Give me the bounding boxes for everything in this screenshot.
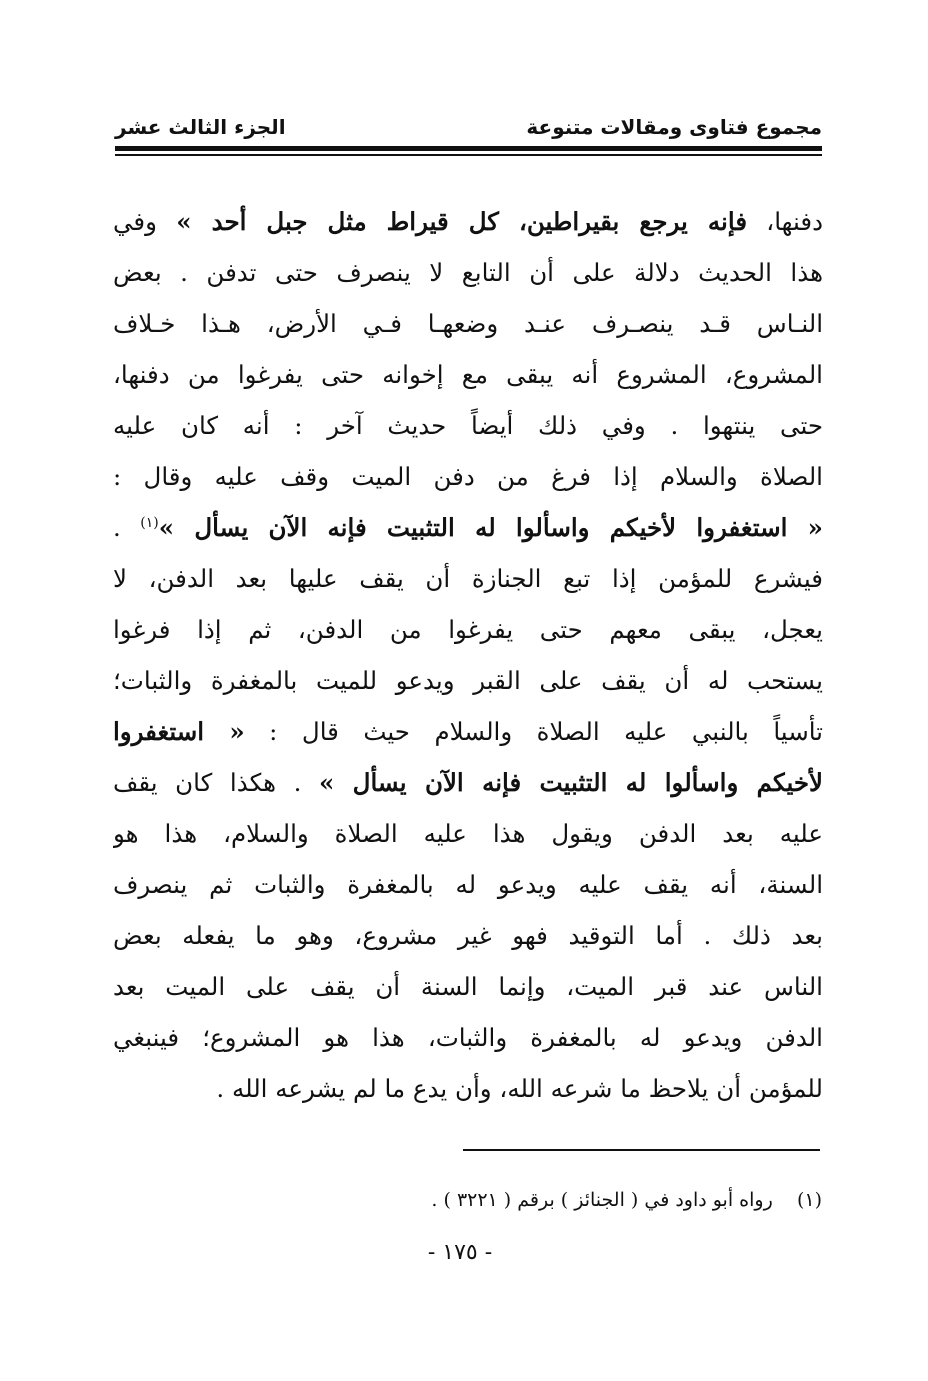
volume-label: الجزء الثالث عشر bbox=[115, 115, 286, 139]
body-line: الناس عند قبر الميت، وإنما السنة أن يقف على الميت بعد bbox=[113, 972, 823, 1001]
body-line: النـاس قـد ينصـرف عنـد وضعهـا فـي الأرض، هـذا خـلاف bbox=[113, 309, 823, 338]
header-rule-thin bbox=[115, 154, 822, 156]
book-title: مجموع فتاوى ومقالات متنوعة bbox=[526, 115, 822, 139]
footnote-text: رواه أبو داود في ( الجنائز ) برقم ( ٣٢٢١ ) . bbox=[431, 1189, 773, 1211]
body-line: دفنها، فإنه يرجع بقيراطين، كل قيراط مثل جبل أحد » وفي bbox=[113, 207, 823, 236]
body-text bbox=[113, 196, 823, 1114]
body-line: بعد ذلك . أما التوقيد فهو غير مشروع، وهو ما يفعله بعض bbox=[113, 921, 823, 950]
body-line: « استغفروا لأخيكم واسألوا له التثبيت فإنه الآن يسأل »$^{(١)}$ . bbox=[113, 513, 823, 542]
body-line: فيشرع للمؤمن إذا تبع الجنازة أن يقف عليها بعد الدفن، لا bbox=[113, 564, 823, 593]
body-line: للمؤمن أن يلاحظ ما شرعه الله، وأن يدع ما لم يشرعه الله . bbox=[216, 1074, 823, 1103]
header-rule-thick bbox=[115, 146, 822, 151]
page-header bbox=[115, 113, 822, 143]
body-line: يستحب له أن يقف على القبر ويدعو للميت بالمغفرة والثبات؛ bbox=[113, 666, 823, 695]
body-line: السنة، أنه يقف عليه ويدعو له بالمغفرة والثبات ثم ينصرف bbox=[113, 870, 823, 899]
body-line: لأخيكم واسألوا له التثبيت فإنه الآن يسأل » . هكذا كان يقف bbox=[113, 768, 823, 797]
body-line: الصلاة والسلام إذا فرغ من دفن الميت وقف عليه وقال : bbox=[113, 462, 823, 491]
body-line: هذا الحديث دلالة على أن التابع لا ينصرف حتى تدفن . بعض bbox=[113, 258, 823, 287]
footnote-rule bbox=[463, 1149, 820, 1151]
body-line: تأسياً بالنبي عليه الصلاة والسلام حيث قال : « استغفروا bbox=[113, 717, 823, 746]
body-line: عليه بعد الدفن ويقول هذا عليه الصلاة والسلام، هذا هو bbox=[113, 819, 823, 848]
body-line: يعجل، يبقى معهم حتى يفرغوا من الدفن، ثم إذا فرغوا bbox=[113, 615, 823, 644]
body-line: الدفن ويدعو له بالمغفرة والثبات، هذا هو المشروع؛ فينبغي bbox=[113, 1023, 823, 1052]
footnote bbox=[300, 1186, 822, 1214]
body-line: حتى ينتهوا . وفي ذلك أيضاً حديث آخر : أنه كان عليه bbox=[113, 411, 823, 440]
body-line: المشروع، المشروع أنه يبقى مع إخوانه حتى يفرغوا من دفنها، bbox=[113, 360, 823, 389]
footnote-marker: (١) bbox=[796, 1189, 822, 1211]
page-number: - ١٧٥ - bbox=[427, 1240, 493, 1265]
